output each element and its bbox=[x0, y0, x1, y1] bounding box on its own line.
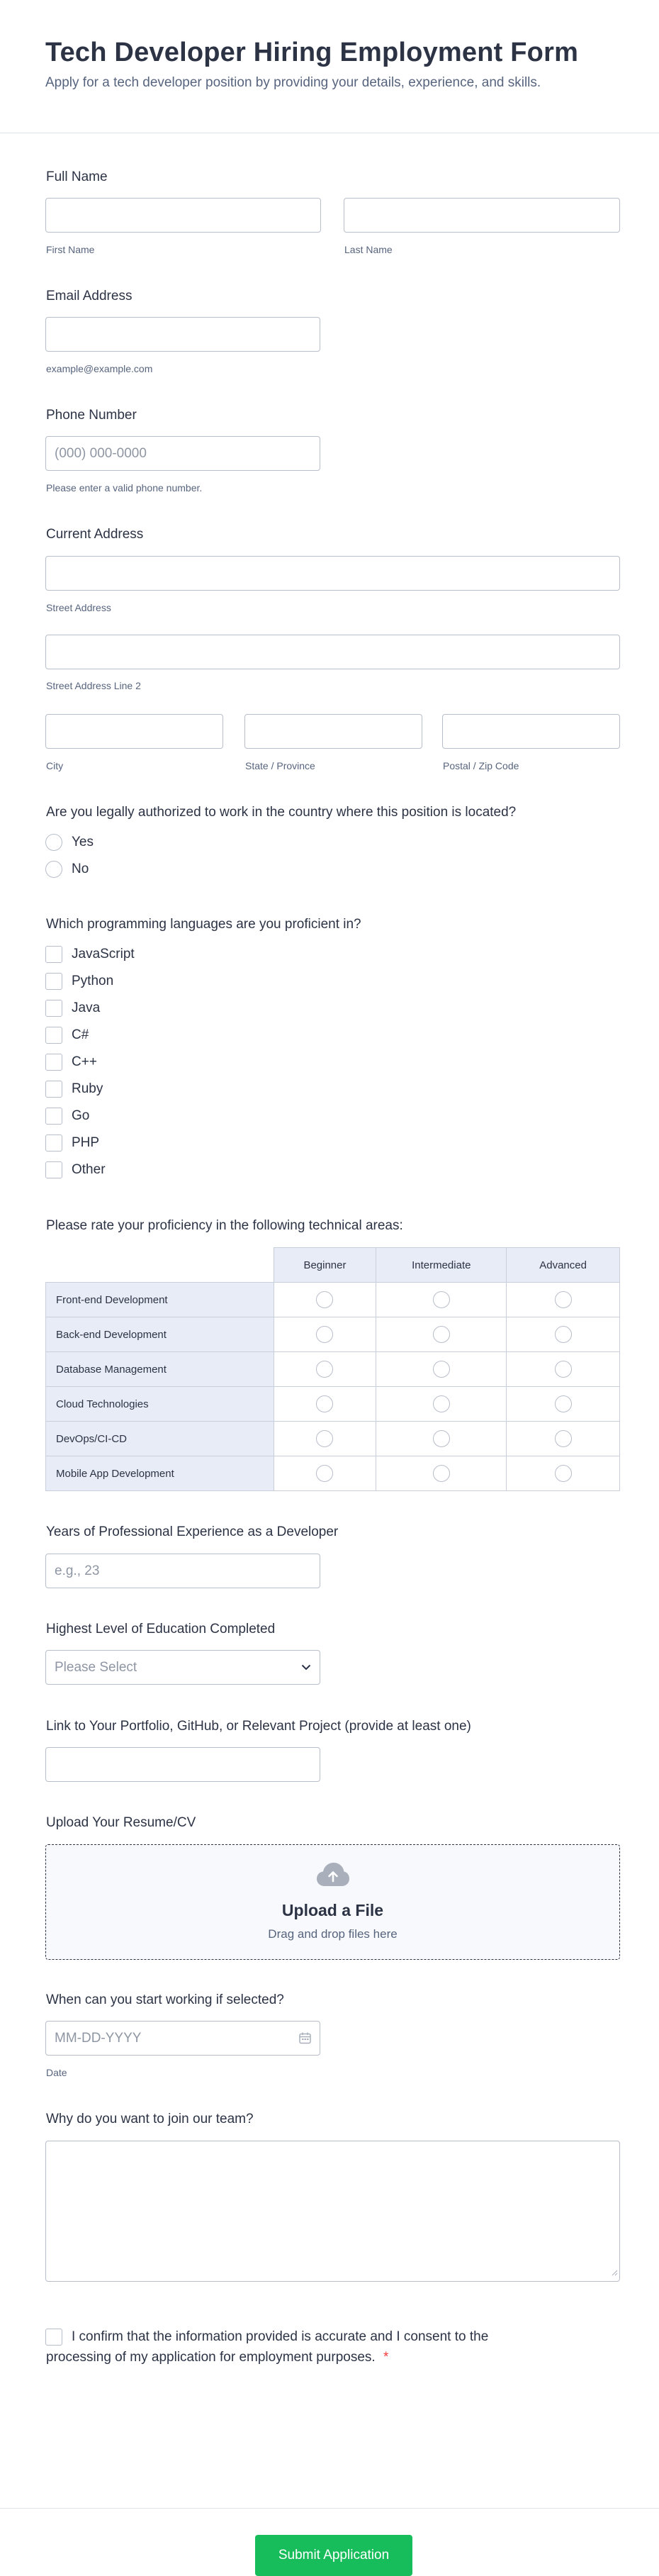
matrix-row bbox=[46, 1317, 620, 1352]
matrix-radio[interactable] bbox=[555, 1430, 572, 1447]
matrix-col-beginner: Beginner bbox=[274, 1248, 376, 1283]
form-footer bbox=[0, 2508, 659, 2563]
matrix-radio[interactable] bbox=[316, 1361, 333, 1378]
matrix-row bbox=[46, 1456, 620, 1491]
phone-input[interactable]: (000) 000-0000 bbox=[45, 436, 320, 471]
form-body bbox=[0, 133, 659, 2508]
lang-python-checkbox[interactable] bbox=[45, 973, 62, 990]
lang-csharp-checkbox[interactable] bbox=[45, 1027, 62, 1044]
lang-javascript-label: JavaScript bbox=[72, 947, 135, 961]
resize-handle-icon[interactable] bbox=[612, 2267, 618, 2280]
education-select-value: Please Select bbox=[55, 1659, 137, 1675]
matrix-radio[interactable] bbox=[316, 1326, 333, 1343]
matrix-radio[interactable] bbox=[555, 1326, 572, 1343]
address-label: Current Address bbox=[46, 527, 144, 542]
city-input[interactable] bbox=[45, 714, 223, 749]
first-name-sublabel: First Name bbox=[46, 244, 95, 255]
matrix-row bbox=[46, 1352, 620, 1387]
matrix-col-advanced: Advanced bbox=[507, 1248, 620, 1283]
lang-ruby-label: Ruby bbox=[72, 1081, 103, 1096]
email-sublabel: example@example.com bbox=[46, 363, 153, 374]
street-address-input[interactable] bbox=[45, 556, 620, 591]
matrix-radio[interactable] bbox=[555, 1361, 572, 1378]
matrix-row bbox=[46, 1283, 620, 1317]
consent-checkbox[interactable] bbox=[45, 2329, 62, 2346]
lang-cpp-label: C++ bbox=[72, 1054, 97, 1069]
matrix-row-label: Back-end Development bbox=[46, 1317, 274, 1352]
form-title: Tech Developer Hiring Employment Form bbox=[45, 38, 579, 67]
lang-java-label: Java bbox=[72, 1000, 101, 1015]
full-name-label: Full Name bbox=[46, 169, 108, 184]
matrix-radio[interactable] bbox=[316, 1395, 333, 1412]
portfolio-label: Link to Your Portfolio, GitHub, or Relevant Project (provide at least one) bbox=[46, 1719, 471, 1734]
matrix-row-label: Cloud Technologies bbox=[46, 1387, 274, 1422]
resume-label: Upload Your Resume/CV bbox=[46, 1815, 196, 1830]
street-address-2-input[interactable] bbox=[45, 635, 620, 669]
matrix-radio[interactable] bbox=[316, 1465, 333, 1482]
education-select[interactable] bbox=[45, 1650, 320, 1685]
education-label: Highest Level of Education Completed bbox=[46, 1622, 276, 1637]
consent-text-line2 bbox=[46, 2350, 388, 2365]
form-header bbox=[0, 0, 659, 133]
lang-go-checkbox[interactable] bbox=[45, 1108, 62, 1125]
zip-sublabel: Postal / Zip Code bbox=[443, 760, 519, 771]
matrix-radio[interactable] bbox=[433, 1395, 450, 1412]
matrix-radio[interactable] bbox=[433, 1430, 450, 1447]
matrix-radio[interactable] bbox=[433, 1465, 450, 1482]
resume-upload-dropzone[interactable] bbox=[45, 1844, 620, 1960]
authorized-label: Are you legally authorized to work in the country where this position is located? bbox=[46, 805, 517, 820]
lang-javascript-checkbox[interactable] bbox=[45, 946, 62, 963]
email-label: Email Address bbox=[46, 289, 133, 303]
last-name-input[interactable] bbox=[344, 198, 620, 233]
lang-python-label: Python bbox=[72, 974, 114, 988]
city-sublabel: City bbox=[46, 760, 64, 771]
matrix-radio[interactable] bbox=[316, 1291, 333, 1308]
lang-php-checkbox[interactable] bbox=[45, 1134, 62, 1152]
matrix-radio[interactable] bbox=[555, 1291, 572, 1308]
upload-hint: Drag and drop files here bbox=[268, 1927, 398, 1941]
required-asterisk: * bbox=[383, 2350, 389, 2365]
matrix-row-label: Front-end Development bbox=[46, 1283, 274, 1317]
proficiency-matrix bbox=[45, 1247, 620, 1491]
authorized-yes-label: Yes bbox=[72, 835, 94, 849]
consent-text-line1: I confirm that the information provided is accurate and I consent to the bbox=[72, 2329, 489, 2344]
zip-input[interactable] bbox=[442, 714, 620, 749]
start-date-sublabel: Date bbox=[46, 2067, 67, 2078]
authorized-no-label: No bbox=[72, 862, 89, 876]
phone-sublabel: Please enter a valid phone number. bbox=[46, 482, 203, 494]
email-input[interactable] bbox=[45, 317, 320, 352]
lang-go-label: Go bbox=[72, 1108, 90, 1123]
matrix-radio[interactable] bbox=[316, 1430, 333, 1447]
street-address-2-sublabel: Street Address Line 2 bbox=[46, 680, 141, 691]
submit-button[interactable]: Submit Application bbox=[255, 2535, 412, 2576]
matrix-row bbox=[46, 1422, 620, 1456]
first-name-input[interactable] bbox=[45, 198, 321, 233]
start-date-label: When can you start working if selected? bbox=[46, 1992, 284, 2007]
authorized-yes-radio[interactable] bbox=[45, 834, 62, 851]
matrix-radio[interactable] bbox=[433, 1291, 450, 1308]
state-sublabel: State / Province bbox=[245, 760, 315, 771]
last-name-sublabel: Last Name bbox=[344, 244, 393, 255]
cloud-upload-icon bbox=[46, 1862, 619, 1891]
motivation-textarea[interactable] bbox=[45, 2141, 620, 2282]
proficiency-label: Please rate your proficiency in the following technical areas: bbox=[46, 1218, 403, 1233]
matrix-row-label: DevOps/CI-CD bbox=[46, 1422, 274, 1456]
authorized-no-radio[interactable] bbox=[45, 861, 62, 878]
matrix-row-label: Mobile App Development bbox=[46, 1456, 274, 1491]
lang-ruby-checkbox[interactable] bbox=[45, 1081, 62, 1098]
state-input[interactable] bbox=[244, 714, 422, 749]
matrix-row-label: Database Management bbox=[46, 1352, 274, 1387]
form-subtitle: Apply for a tech developer position by providing your details, experience, and skills. bbox=[45, 75, 541, 90]
matrix-radio[interactable] bbox=[555, 1395, 572, 1412]
matrix-radio[interactable] bbox=[433, 1326, 450, 1343]
chevron-down-icon bbox=[301, 1664, 311, 1671]
street-address-sublabel: Street Address bbox=[46, 602, 111, 613]
phone-label: Phone Number bbox=[46, 408, 137, 423]
lang-java-checkbox[interactable] bbox=[45, 1000, 62, 1017]
calendar-icon[interactable] bbox=[299, 2032, 311, 2044]
lang-other-label: Other bbox=[72, 1162, 106, 1177]
lang-cpp-checkbox[interactable] bbox=[45, 1054, 62, 1071]
matrix-col-intermediate: Intermediate bbox=[376, 1248, 507, 1283]
experience-input[interactable]: e.g., 23 bbox=[45, 1554, 320, 1588]
lang-other-checkbox[interactable] bbox=[45, 1161, 62, 1178]
consent-text-line2-text: processing of my application for employment purposes. bbox=[46, 2350, 376, 2365]
start-date-value: MM-DD-YYYY bbox=[55, 2030, 142, 2046]
matrix-radio[interactable] bbox=[555, 1465, 572, 1482]
matrix-corner bbox=[46, 1248, 274, 1283]
upload-title: Upload a File bbox=[281, 1901, 384, 1919]
portfolio-input[interactable] bbox=[45, 1747, 320, 1782]
lang-php-label: PHP bbox=[72, 1135, 100, 1150]
matrix-row bbox=[46, 1387, 620, 1422]
matrix-radio[interactable] bbox=[433, 1361, 450, 1378]
start-date-input[interactable] bbox=[45, 2021, 320, 2056]
languages-label: Which programming languages are you proficient in? bbox=[46, 917, 361, 932]
experience-label: Years of Professional Experience as a Developer bbox=[46, 1524, 339, 1539]
lang-csharp-label: C# bbox=[72, 1027, 89, 1042]
motivation-label: Why do you want to join our team? bbox=[46, 2112, 254, 2126]
